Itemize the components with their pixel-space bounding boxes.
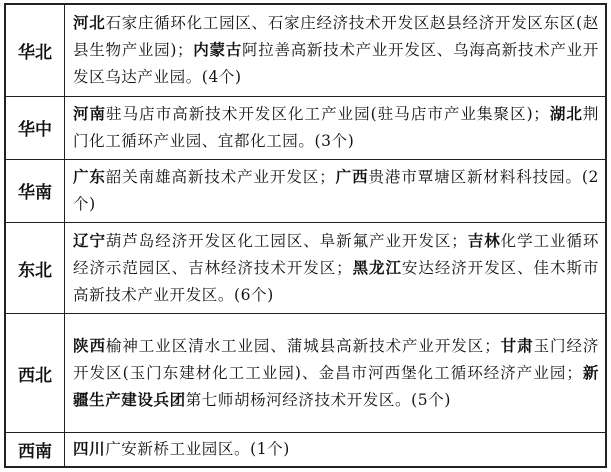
province-name: 河北 <box>73 13 106 32</box>
region-label: 华北 <box>5 4 65 96</box>
table-row <box>5 96 606 159</box>
table-row <box>5 222 606 314</box>
region-content <box>65 96 607 159</box>
province-name: 四川 <box>73 439 106 458</box>
province-name: 黑龙江 <box>352 258 402 277</box>
park-list: 广安新桥工业园区。(1个) <box>105 439 290 458</box>
province-name: 河南 <box>73 104 107 123</box>
park-list: 玉门经济开发区(玉门东建材化工工业园)、金昌市河西堡化工循环经济产业园； <box>73 336 600 382</box>
park-list: 榆神工业区清水工业园、蒲城县高新技术产业开发区； <box>105 336 501 355</box>
province-name: 辽宁 <box>73 231 106 250</box>
region-label: 西南 <box>5 432 65 467</box>
park-list: 荆门化工循环产业园、宜都化工园。(3个) <box>73 104 599 150</box>
industrial-park-table <box>4 3 607 468</box>
table-row <box>5 4 606 96</box>
park-list: 韶关南雄高新技术产业开发区； <box>105 167 336 186</box>
park-list: 安达经济开发区、佳木斯市高新技术产业开发区。(6个) <box>73 258 599 304</box>
region-content <box>65 4 607 96</box>
region-content <box>65 222 607 314</box>
table-row <box>5 314 606 432</box>
park-list: 石家庄循环化工园区、石家庄经济技术开发区赵县经济开发区东区(赵县生物产业园)； <box>73 13 599 59</box>
province-name: 湖北 <box>549 104 583 123</box>
province-name: 吉林 <box>467 231 501 250</box>
province-name: 广东 <box>73 167 106 186</box>
region-label: 华中 <box>5 96 65 159</box>
province-name: 广西 <box>335 167 369 186</box>
park-list: 化学工业循环经济示范园区、吉林经济技术开发区； <box>73 231 600 277</box>
region-content <box>65 432 607 467</box>
table-row <box>5 432 606 467</box>
table-row <box>5 159 606 222</box>
park-list: 第七师胡杨河经济技术开发区。(5个) <box>185 390 451 409</box>
park-list: 葫芦岛经济开发区化工园区、阜新氟产业开发区； <box>105 231 468 250</box>
province-name: 陕西 <box>73 336 106 355</box>
region-label: 华南 <box>5 159 65 222</box>
park-list: 贵港市覃塘区新材料科技园。(2个) <box>73 167 600 213</box>
region-label: 东北 <box>5 222 65 314</box>
region-content <box>65 314 607 432</box>
park-list: 阿拉善高新技术产业开发区、乌海高新技术产业开发区乌达产业园。(4个) <box>73 40 599 86</box>
province-name: 甘肃 <box>500 336 534 355</box>
park-list: 驻马店市高新技术开发区化工产业园(驻马店市产业集聚区)； <box>106 104 550 123</box>
region-content <box>65 159 607 222</box>
province-name: 新疆生产建设兵团 <box>73 363 599 409</box>
region-label: 西北 <box>5 314 65 432</box>
province-name: 内蒙古 <box>193 40 242 59</box>
